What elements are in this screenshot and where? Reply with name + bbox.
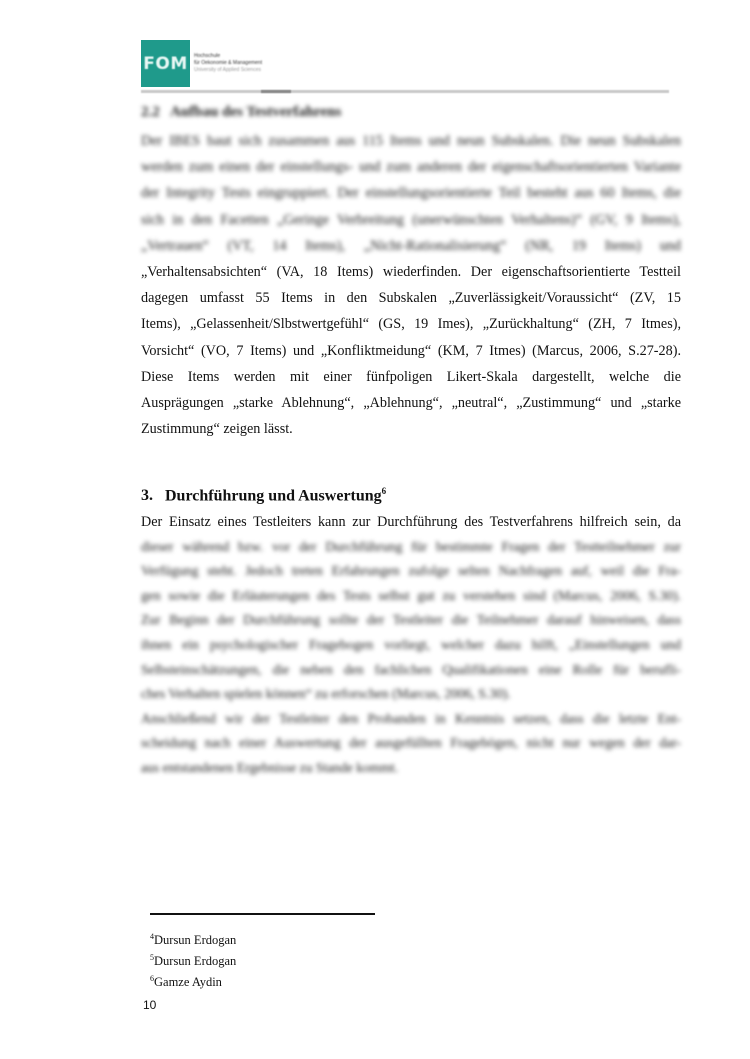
paragraph-line: Items), „Gelassenheit/Slbstwertgefühl“ (GS, 19 Imes), „Zurückhaltung“ (ZH, 7 Itmes), xyxy=(141,316,681,333)
section-2-2-body xyxy=(141,128,681,442)
fom-logo xyxy=(141,40,190,87)
logo-line-2: für Oekonomie & Management xyxy=(194,60,263,66)
paragraph-line: gen sowie die Erläuterungen des Tests selbst gut zu verstehen sind (Marcus, 2006, S.30). xyxy=(141,587,681,603)
paragraph-line: aus entstandenen Ergebnisse zu Stande kommt. xyxy=(141,759,399,775)
paragraph-line: Der Einsatz eines Testleiters kann zur Durchführung des Testverfahrens hilfreich sein, da xyxy=(141,514,681,530)
section-heading-2-2 xyxy=(141,104,341,121)
page-header xyxy=(141,40,669,94)
paragraph-line: Vorsicht“ (VO, 7 Items) und „Konfliktmeidung“ (KM, 7 Itmes) (Marcus, 2006, S.27-28). xyxy=(141,342,681,359)
logo-text: FOM xyxy=(143,53,188,74)
footnote-number: 4 xyxy=(150,932,154,941)
footnote-number: 5 xyxy=(150,953,154,962)
paragraph-line: Diese Items werden mit einer fünfpoligen Likert-Skala dargestellt, welche die xyxy=(141,368,681,385)
paragraph-line: Zustimmung“ zeigen lässt. xyxy=(141,421,293,438)
footnote-number: 6 xyxy=(150,974,154,983)
paragraph-line: ihnen ein psychologischer Fragebogen vorliegt, welcher dazu hilft, „Einstellungen und xyxy=(141,636,681,652)
section-title: Durchführung und Auswertung xyxy=(165,487,382,505)
section-heading-3 xyxy=(141,486,386,505)
footnotes xyxy=(150,928,236,991)
paragraph-line: „Vertrauen“ (VT, 14 Items), „Nicht-Rationalisierung“ (NR, 19 Items) und xyxy=(141,237,681,254)
paragraph-line: werden zum einen der einstellungs- und zum anderen der eigenschaftsorientierten Variante xyxy=(141,159,681,176)
section-title: Aufbau des Testverfahrens xyxy=(169,104,342,120)
paragraph-line: der Integrity Tests eingruppiert. Der einstellungsorientierte Teil besteht aus 60 Items, die xyxy=(141,185,681,202)
paragraph-line: Anschließend wir der Testleiter den Probanden in Kenntnis setzen, dass die letzte Ent- xyxy=(141,710,681,726)
paragraph-line: sich in den Facetten „Geringe Verbreitung (unerwünschten Verhaltens)“ (GV, 9 Items), xyxy=(141,211,681,228)
footnote xyxy=(150,928,236,949)
footnote-reference[interactable]: 6 xyxy=(381,486,387,496)
header-divider-accent xyxy=(261,90,291,93)
paragraph-line: Der IBES baut sich zusammen aus 115 Items und neun Subskalen. Die neun Subskalen xyxy=(141,133,681,149)
paragraph-line: Ausprägungen „starke Ablehnung“, „Ablehnung“, „neutral“, „Zustimmung“ und „starke xyxy=(141,395,681,412)
paragraph-line: Verfügung steht. Jedoch treten Erfahrungen zufolge selten Nachfragen auf, weil die Fra- xyxy=(141,563,681,579)
section-number: 3. xyxy=(141,487,153,505)
footnote-text: Gamze Aydin xyxy=(154,975,222,989)
section-number: 2.2 xyxy=(141,104,160,120)
paragraph-line: Selbsteinschätzungen, die neben den fachlichen Qualifikationen eine Rolle für berufli- xyxy=(141,661,681,677)
logo-line-3: University of Applied Sciences xyxy=(194,67,261,73)
paragraph-line: scheidung nach einer Auswertung der ausgefüllten Fragebögen, nicht nur wegen der dar- xyxy=(141,735,681,751)
footnote-text: Dursun Erdogan xyxy=(154,954,237,968)
paragraph-line: „Verhaltensabsichten“ (VA, 18 Items) wiederfinden. Der eigenschaftsorientierte Testteil xyxy=(141,264,681,281)
footnote-text: Dursun Erdogan xyxy=(154,933,237,947)
paragraph-line: Zur Beginn der Durchführung sollte der Testleiter die Teilnehmer darauf hinweisen, dass xyxy=(141,612,681,628)
paragraph-line: dagegen umfasst 55 Items in den Subskalen „Zuverlässigkeit/Voraussicht“ (ZV, 15 xyxy=(141,290,681,307)
page-number: 10 xyxy=(143,998,157,1012)
logo-subtitle xyxy=(194,53,262,74)
section-3-body xyxy=(141,510,681,781)
header-divider xyxy=(141,90,669,93)
footnote-separator xyxy=(150,913,375,915)
footnote xyxy=(150,949,236,970)
logo-line-1: Hochschule xyxy=(194,53,221,59)
paragraph-line: dieser während bzw. vor der Durchführung für bestimmte Fragen der Testteilnehmer zur xyxy=(141,538,681,554)
footnote xyxy=(150,970,236,991)
paragraph-line: ches Verhalten spielen können“ zu erforschen (Marcus, 2006, S.30). xyxy=(141,686,511,702)
